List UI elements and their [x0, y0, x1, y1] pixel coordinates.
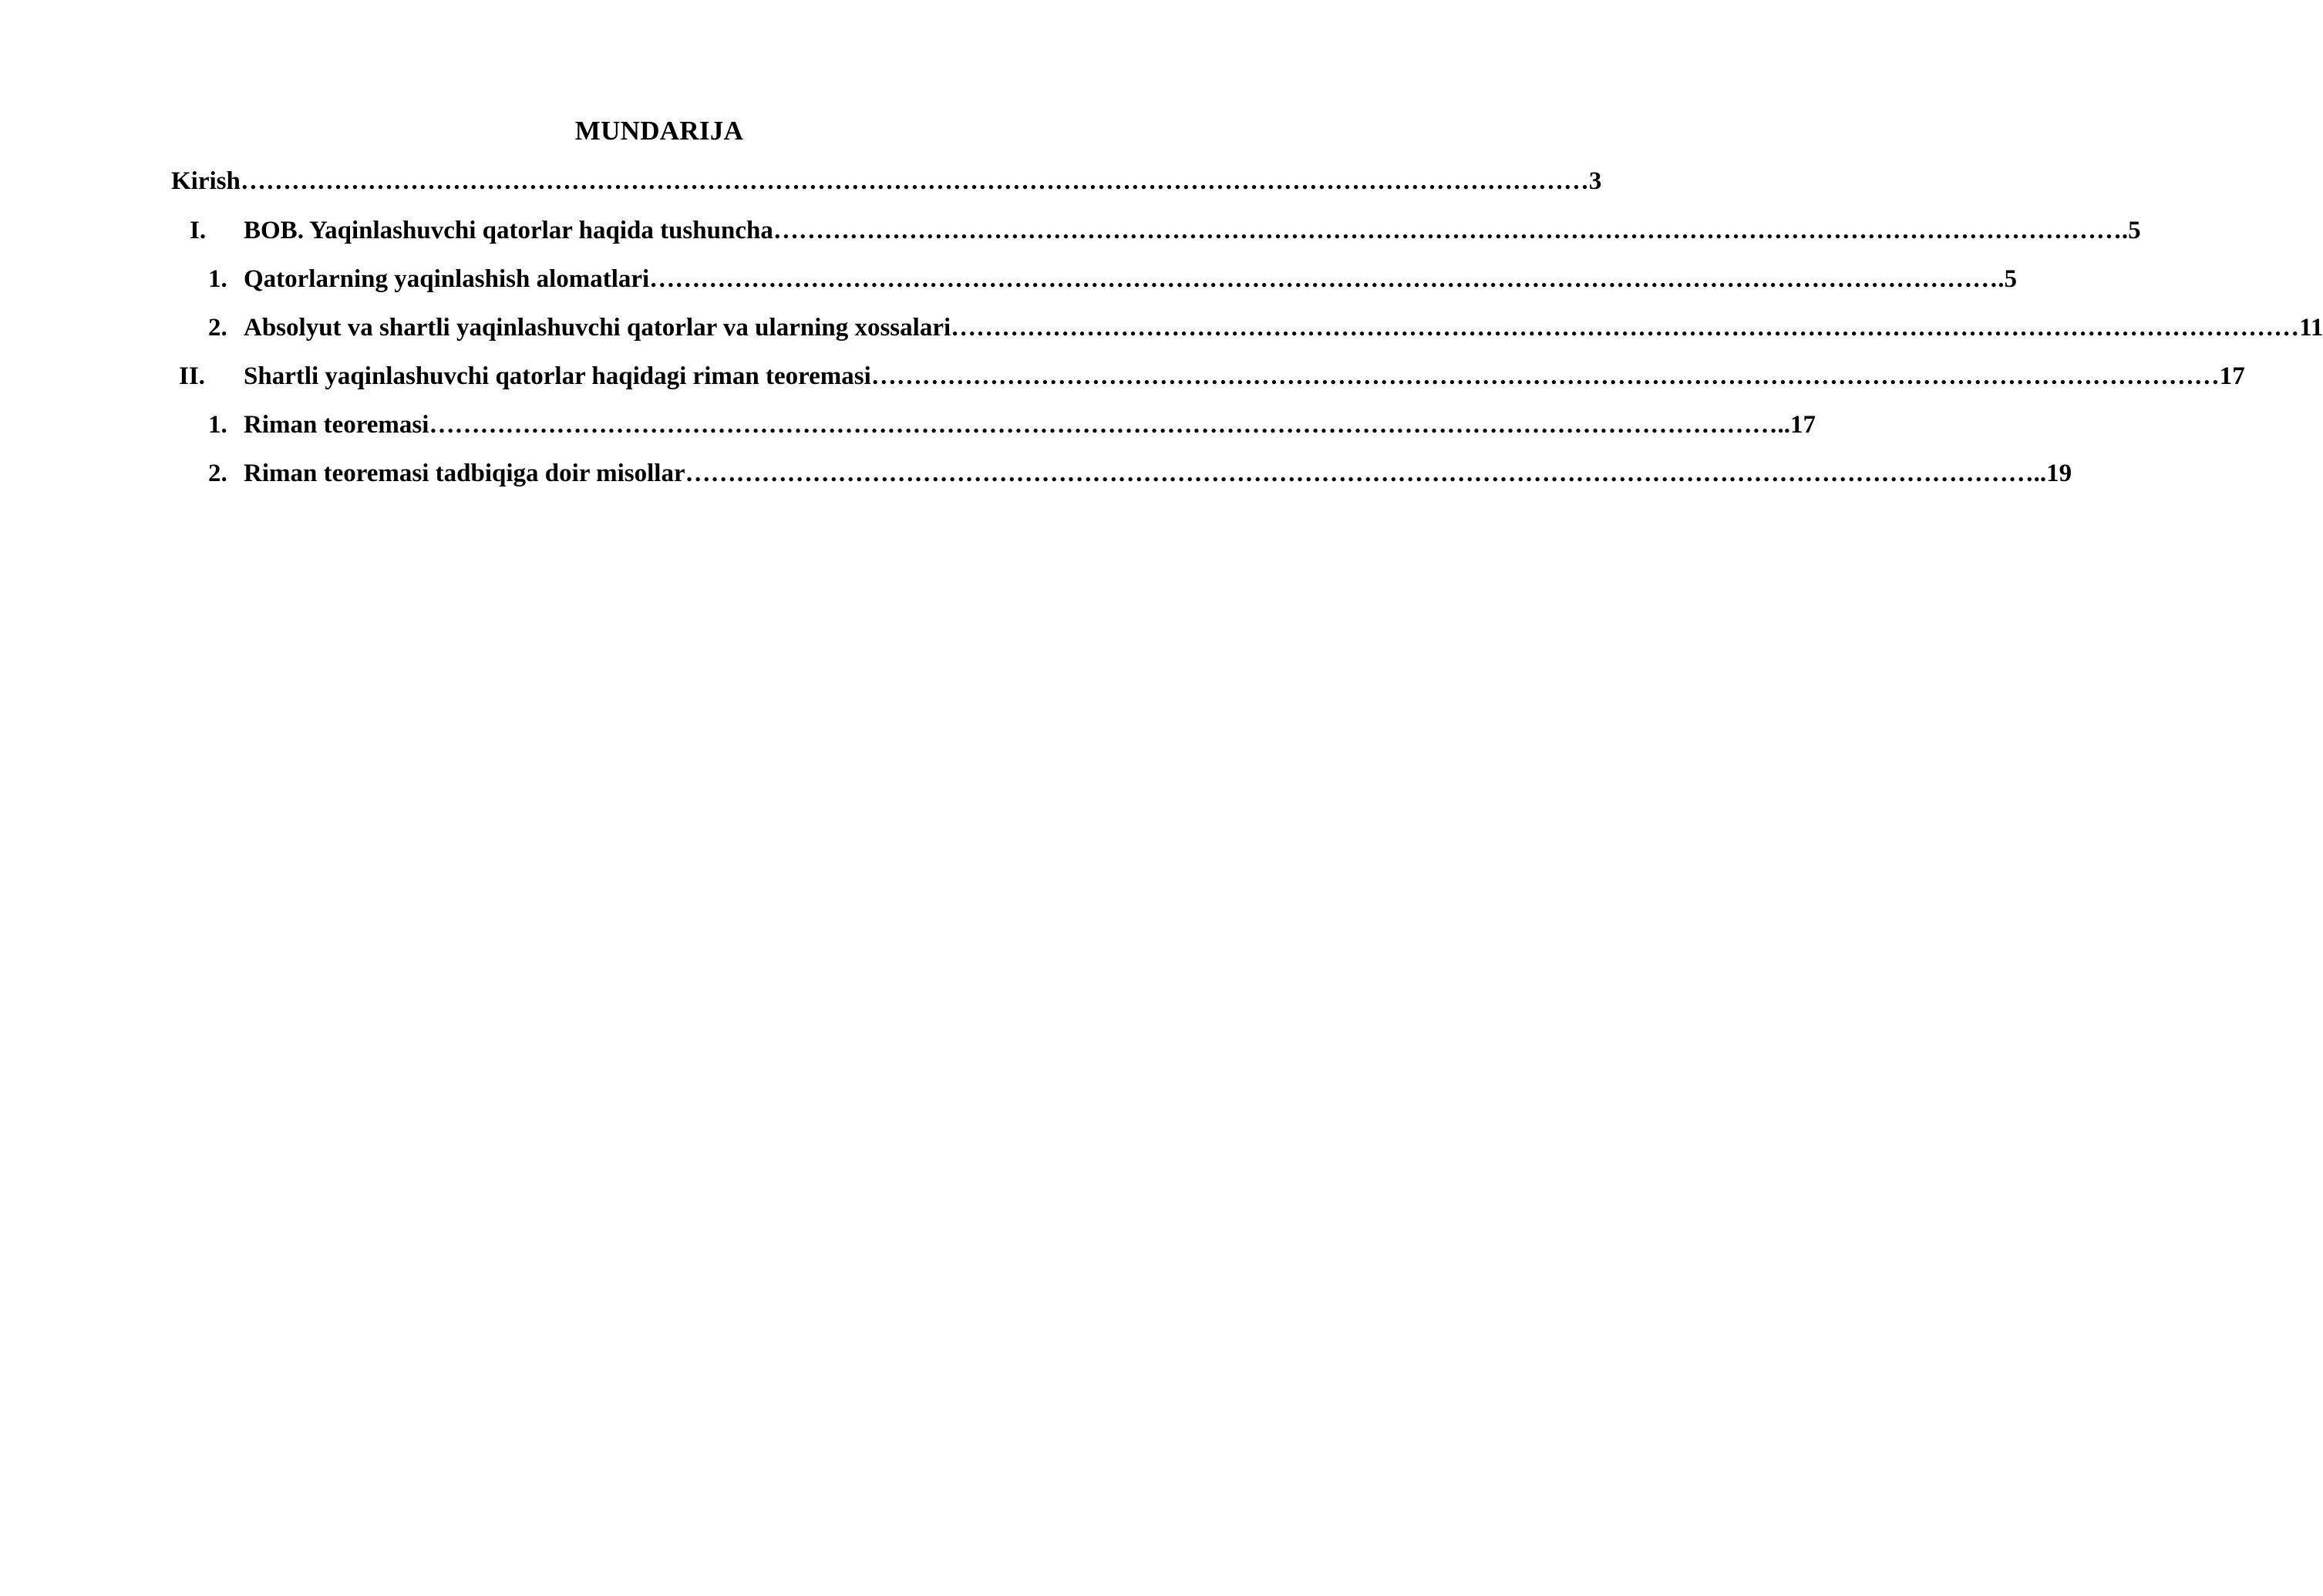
toc-page-number: .5 — [2121, 217, 2141, 244]
toc-entry-label: Riman teoremasi — [244, 411, 429, 439]
toc-dot-leader: …………………………………………………………………………………………………………………………………………… — [429, 411, 1778, 439]
toc-dot-leader: …………………………………………………………………………………………………………………………………………… — [240, 167, 1589, 195]
toc-entry-label: Riman teoremasi tadbiqiga doir misollar — [244, 460, 685, 487]
toc-entry-label: Kirish — [171, 167, 241, 195]
toc-entry-kirish — [171, 163, 1602, 199]
toc-title: MUNDARIJA — [574, 116, 744, 146]
toc-entry-text — [244, 310, 2323, 345]
toc-dot-leader: …………………………………………………………………………………………………………………………………………… — [685, 460, 2034, 487]
toc-page-number: 11 — [2299, 314, 2323, 342]
toc-dot-leader: …………………………………………………………………………………………………………………………………………… — [870, 362, 2220, 390]
toc-entry-chapter-1 — [185, 213, 2141, 248]
toc-entry-label: Absolyut va shartli yaqinlashuvchi qatorlar va ularning xossalari — [244, 314, 951, 342]
toc-entry-text — [244, 407, 1816, 443]
toc-entry-text — [244, 261, 2017, 297]
toc-entry-number: 2. — [208, 460, 227, 487]
toc-dot-leader: …………………………………………………………………………………………………………………………………………… — [649, 265, 1998, 293]
toc-page-number: 17 — [2219, 362, 2245, 390]
toc-entry-chapter-2 — [177, 359, 2245, 394]
toc-dot-leader: …………………………………………………………………………………………………………………………………………… — [773, 217, 2122, 244]
toc-entry-section-1-1 — [185, 261, 2017, 297]
toc-entry-text — [171, 163, 1602, 199]
toc-entry-section-2-2 — [185, 456, 2072, 491]
toc-entry-text — [244, 456, 2072, 491]
toc-entry-section-1-2 — [185, 310, 2323, 345]
toc-entry-text — [244, 213, 2141, 248]
toc-entry-section-2-1 — [185, 407, 1816, 443]
toc-entry-label: Shartli yaqinlashuvchi qatorlar haqidagi riman teoremasi — [244, 362, 871, 390]
toc-entry-number: 1. — [208, 411, 227, 439]
toc-entry-number: I. — [190, 217, 207, 244]
toc-entry-label: Qatorlarning yaqinlashish alomatlari — [244, 265, 650, 293]
toc-page-number: .5 — [1998, 265, 2017, 293]
toc-dot-leader: …………………………………………………………………………………………………………………………………………… — [951, 314, 2300, 342]
toc-entry-label: BOB. Yaqinlashuvchi qatorlar haqida tushuncha — [244, 217, 773, 244]
toc-entry-number: 1. — [208, 265, 227, 293]
toc-entry-number: II. — [179, 362, 205, 390]
toc-page-number: ..17 — [1777, 411, 1816, 439]
toc-entry-number: 2. — [208, 314, 227, 342]
toc-page-number: 3 — [1588, 167, 1602, 195]
toc-page-number: ..19 — [2033, 460, 2072, 487]
toc-entry-text — [244, 359, 2245, 394]
